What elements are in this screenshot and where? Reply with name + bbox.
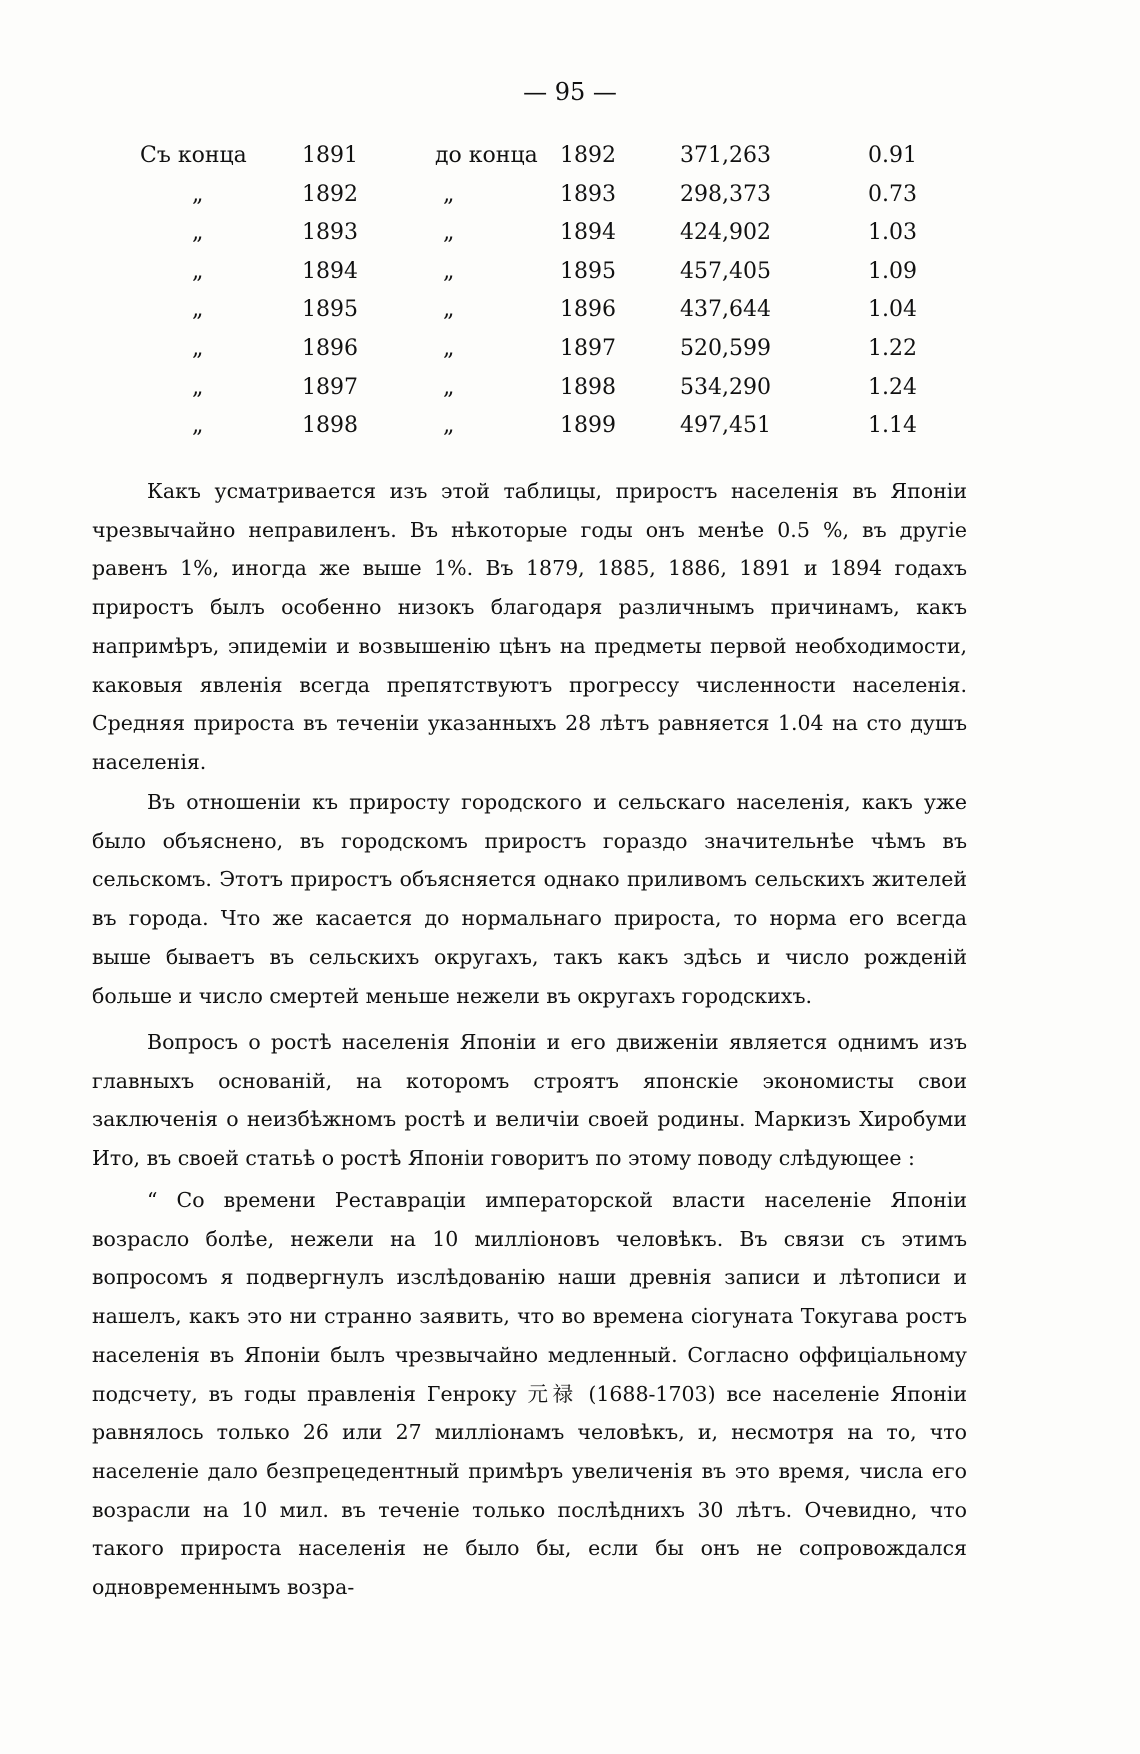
table-row [140, 375, 960, 414]
paragraph-growth-irregularity [92, 472, 967, 782]
paragraph-urban-rural [92, 783, 967, 1015]
percent-value: 0.73 [868, 181, 917, 207]
table-row [140, 413, 960, 452]
paragraph-text: “ Со времени Реставраціи императорской власти населеніе Японіи возрасло болѣе, нежели на 10 милліоновъ человѣкъ. Въ связи съ этимъ вопросомъ я подвергнулъ изслѣдованію наши древнія записи и лѣтописи и нашелъ, какъ это ни странно заявить, что во времена сіогуната Токугава ростъ населенія въ Японіи былъ чрезвычайно медленный. Согласно оффиціальному подсчету, въ годы правленія Генроку 元禄 (1688-1703) все населеніе Японіи равнялось только 26 или 27 милліонамъ человѣкъ, и, несмотря на то, что населеніе дало безпрецедентный примѣръ увеличенія въ это время, числа его возрасли на 10 мил. въ теченіе только послѣднихъ 30 лѣтъ. Очевидно, что такого прироста населенія не было бы, если бы онъ не сопровождался одновременнымъ возра- [92, 1188, 967, 1600]
from-label: „ [192, 258, 204, 284]
to-year: 1894 [560, 220, 616, 246]
from-year: 1892 [302, 181, 358, 207]
percent-value: 1.22 [868, 335, 917, 361]
from-label: „ [192, 181, 204, 207]
table-row [140, 182, 960, 221]
paragraph-population-question [92, 1023, 967, 1178]
to-label: „ [443, 258, 455, 284]
table-row [140, 336, 960, 375]
from-label: „ [192, 374, 204, 400]
percent-value: 1.24 [868, 374, 917, 400]
from-year: 1894 [302, 258, 358, 284]
from-year: 1893 [302, 220, 358, 246]
percent-value: 1.14 [868, 413, 917, 439]
from-year: 1896 [302, 335, 358, 361]
to-label: „ [443, 220, 455, 246]
to-year: 1895 [560, 258, 616, 284]
from-label: „ [192, 297, 204, 323]
increase-value: 371,263 [680, 143, 771, 168]
paragraph-ito-quote [92, 1181, 967, 1607]
from-label: Съ конца [140, 143, 247, 168]
to-year: 1897 [560, 335, 616, 361]
from-year: 1895 [302, 297, 358, 323]
page-number: — 95 — [523, 78, 617, 106]
increase-value: 298,373 [680, 181, 771, 207]
percent-value: 1.03 [868, 220, 917, 246]
paragraph-text: Вопросъ о ростѣ населенія Японіи и его движеніи является однимъ изъ главныхъ основаній, на которомъ строятъ японскіе экономисты свои заключенія о неизбѣжномъ ростѣ и величіи своей родины. Маркизъ Хиробуми Ито, въ своей статьѣ о ростѣ Японіи говоритъ по этому поводу слѣдующее : [92, 1030, 967, 1171]
to-label: до конца [435, 143, 538, 168]
percent-value: 1.04 [868, 297, 917, 323]
increase-value: 497,451 [680, 413, 771, 439]
to-year: 1893 [560, 181, 616, 207]
table-row [140, 220, 960, 259]
from-label: „ [192, 335, 204, 361]
paragraph-text: Въ отношеніи къ приросту городского и сельскаго населенія, какъ уже было объяснено, въ городскомъ приростъ гораздо значительнѣе чѣмъ въ сельскомъ. Этотъ приростъ объясняется однако приливомъ сельскихъ жителей въ города. Что же касается до нормальнаго прироста, то норма его всегда выше бываетъ въ сельскихъ округахъ, такъ какъ здѣсь и число рожденій больше и число смертей меньше нежели въ округахъ городскихъ. [92, 790, 967, 1008]
to-year: 1899 [560, 413, 616, 439]
to-year: 1896 [560, 297, 616, 323]
population-growth-table [140, 143, 960, 452]
increase-value: 457,405 [680, 258, 771, 284]
from-year: 1891 [302, 143, 358, 168]
paragraph-text: Какъ усматривается изъ этой таблицы, приростъ населенія въ Японіи чрезвычайно неправиленъ. Въ нѣкоторые годы онъ менѣе 0.5 %, въ другіе равенъ 1%, иногда же выше 1%. Въ 1879, 1885, 1886, 1891 и 1894 годахъ приростъ былъ особенно низокъ благодаря различнымъ причинамъ, какъ напримѣръ, эпидеміи и возвышенію цѣнъ на предметы первой необходимости, каковыя явленія всегда препятствуютъ прогрессу численности населенія. Средняя прироста въ теченіи указанныхъ 28 лѣтъ равняется 1.04 на сто душъ населенія. [92, 479, 967, 774]
to-year: 1898 [560, 374, 616, 400]
from-label: „ [192, 413, 204, 439]
increase-value: 424,902 [680, 220, 771, 246]
table-row [140, 259, 960, 298]
to-label: „ [443, 335, 455, 361]
from-year: 1897 [302, 374, 358, 400]
percent-value: 0.91 [868, 143, 917, 168]
to-label: „ [443, 297, 455, 323]
increase-value: 520,599 [680, 335, 771, 361]
to-label: „ [443, 413, 455, 439]
increase-value: 437,644 [680, 297, 771, 323]
from-label: „ [192, 220, 204, 246]
percent-value: 1.09 [868, 258, 917, 284]
table-row [140, 143, 960, 182]
from-year: 1898 [302, 413, 358, 439]
to-label: „ [443, 374, 455, 400]
table-row [140, 297, 960, 336]
to-label: „ [443, 181, 455, 207]
increase-value: 534,290 [680, 374, 771, 400]
to-year: 1892 [560, 143, 616, 168]
